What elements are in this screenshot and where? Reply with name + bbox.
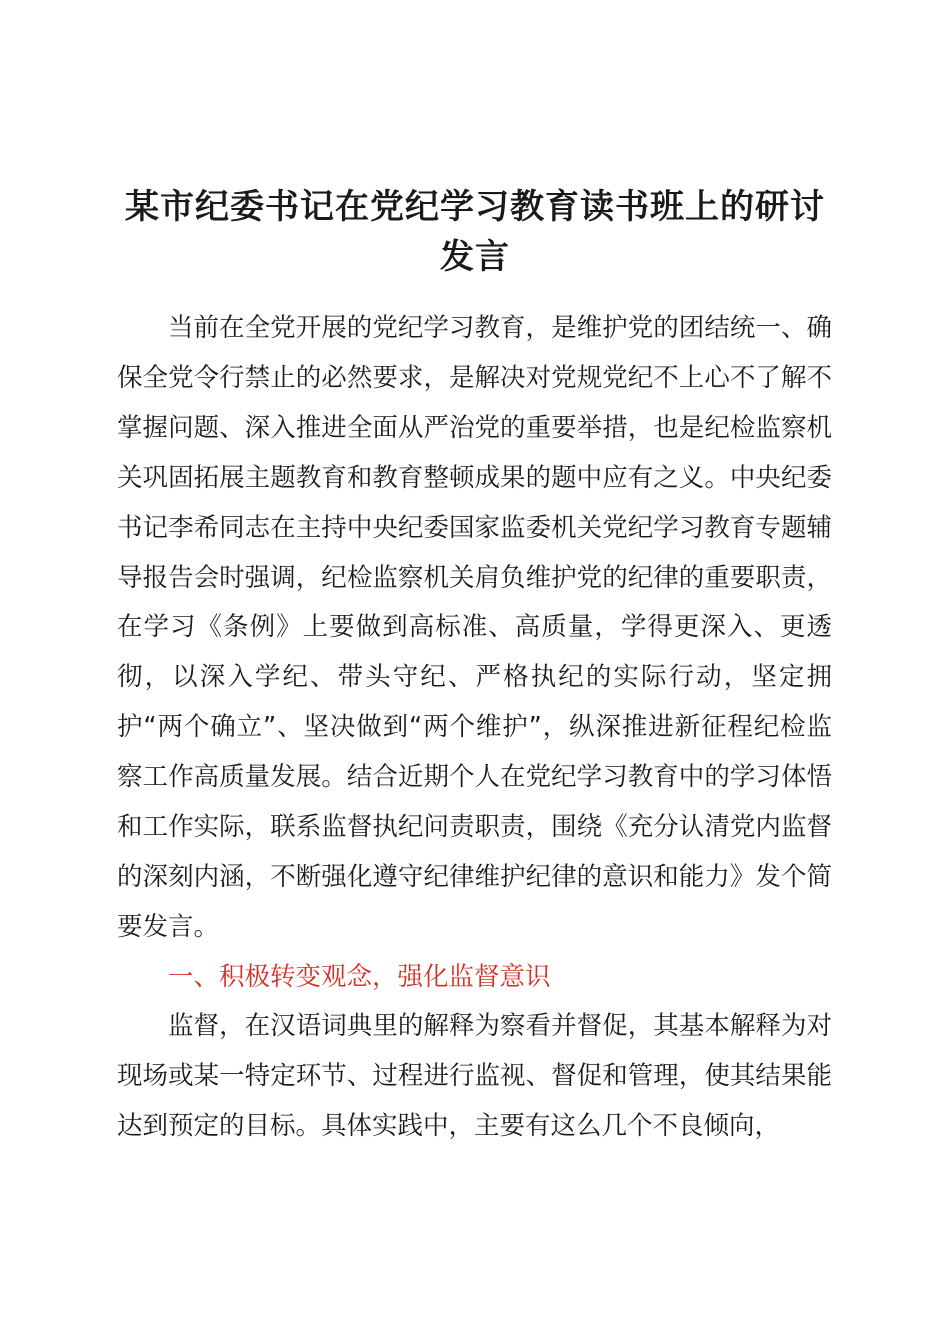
section-heading: 一、积极转变观念，强化监督意识 <box>168 962 551 992</box>
title-line-2: 发言 <box>440 237 510 277</box>
section-paragraph: 监督，在汉语词典里的解释为察看并督促，其基本解释为对现场或某一特定环节、过程进行监视、督促和管理，使其结果能达到预定的目标。具体实践中，主要有这么几个不良倾向， <box>117 1011 832 1141</box>
document-title <box>115 182 835 282</box>
title-line-1: 某市纪委书记在党纪学习教育读书班上的研讨 <box>125 187 825 227</box>
intro-paragraph: 当前在全党开展的党纪学习教育，是维护党的团结统一、确保全党令行禁止的必然要求，是解决对党规党纪不上心不了解不掌握问题、深入推进全面从严治党的重要举措，也是纪检监察机关巩固拓展主题教育和教育整顿成果的题中应有之义。中央纪委书记李希同志在主持中央纪委国家监委机关党纪学习教育专题辅导报告会时强调，纪检监察机关肩负维护党的纪律的重要职责，在学习《条例》上要做到高标准、高质量，学得更深入、更透彻，以深入学纪、带头守纪、严格执纪的实际行动，坚定拥护“两个确立”、坚决做到“两个维护”，纵深推进新征程纪检监察工作高质量发展。结合近期个人在党纪学习教育中的学习体悟和工作实际，联系监督执纪问责职责，围绕《充分认清党内监督的深刻内涵，不断强化遵守纪律维护纪律的意识和能力》发个简要发言。 <box>117 313 832 942</box>
